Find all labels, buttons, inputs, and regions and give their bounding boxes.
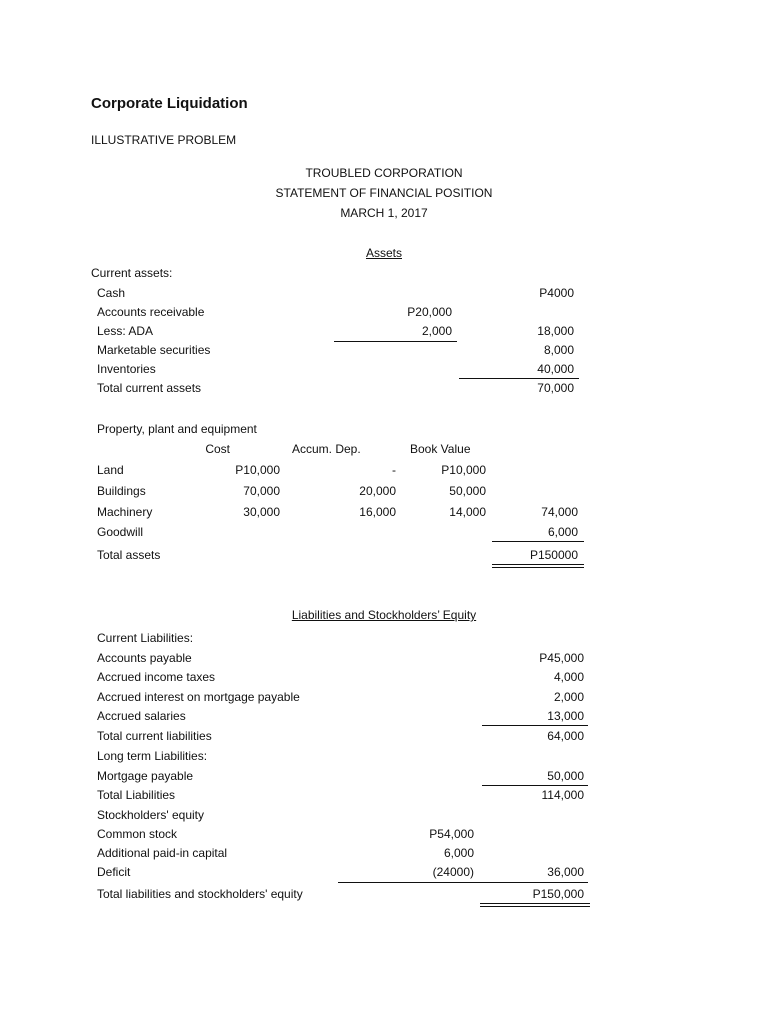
current-assets-label: Current assets: xyxy=(91,266,173,280)
total-assets-amount: P150000 xyxy=(529,548,578,562)
ada-label: Less: ADA xyxy=(97,324,154,338)
section-subtitle: ILLUSTRATIVE PROBLEM xyxy=(91,133,237,147)
ppe-header-accum: Accum. Dep. xyxy=(292,442,361,456)
ppe-row-book: P10,000 xyxy=(441,463,486,477)
ppe-row-book: 50,000 xyxy=(449,484,486,498)
liability-row-label: Accounts payable xyxy=(97,651,192,665)
grand-total-double-rule xyxy=(480,903,590,907)
grand-total-label: Total liabilities and stockholders' equity xyxy=(97,887,303,901)
total-current-liabilities-amount: 64,000 xyxy=(547,729,584,743)
ppe-header-book: Book Value xyxy=(410,442,471,456)
current-liabilities-rule xyxy=(482,725,588,726)
liabilities-rule xyxy=(482,785,588,786)
ppe-header-cost: Cost xyxy=(205,442,230,456)
ada-net: 18,000 xyxy=(537,324,574,338)
apic-amount: 6,000 xyxy=(443,846,474,860)
assets-heading: Assets xyxy=(365,246,402,260)
equity-label: Stockholders' equity xyxy=(97,808,205,822)
inventories-amount: 40,000 xyxy=(537,362,574,376)
inventories-label: Inventories xyxy=(97,362,156,376)
deficit-label: Deficit xyxy=(97,865,131,879)
liability-row-amount: 13,000 xyxy=(547,709,584,723)
current-assets-rule xyxy=(459,378,579,379)
liability-row-amount: 2,000 xyxy=(553,690,584,704)
page-title: Corporate Liquidation xyxy=(91,95,248,112)
mortgage-amount: 50,000 xyxy=(547,769,584,783)
ppe-row-cost: 30,000 xyxy=(243,505,280,519)
securities-amount: 8,000 xyxy=(543,343,574,357)
ppe-row-cost: 70,000 xyxy=(243,484,280,498)
liability-row-label: Accrued income taxes xyxy=(97,670,216,684)
total-assets-label: Total assets xyxy=(97,548,161,562)
goodwill-amount: 6,000 xyxy=(547,525,578,539)
total-current-liabilities-label: Total current liabilities xyxy=(97,729,212,743)
deficit-amount: (24000) xyxy=(432,865,474,879)
equity-total-amount: 36,000 xyxy=(547,865,584,879)
ppe-row-label: Land xyxy=(97,463,124,477)
ppe-row-accum: - xyxy=(392,463,396,477)
ar-rule xyxy=(334,341,457,342)
total-current-assets-amount: 70,000 xyxy=(537,381,574,395)
statement-title: STATEMENT OF FINANCIAL POSITION xyxy=(275,186,493,200)
ar-gross: P20,000 xyxy=(407,305,452,319)
current-liabilities-label: Current Liabilities: xyxy=(97,631,194,645)
ar-label: Accounts receivable xyxy=(97,305,205,319)
total-liabilities-label: Total Liabilities xyxy=(97,788,176,802)
goodwill-label: Goodwill xyxy=(97,525,144,539)
ppe-row-accum: 16,000 xyxy=(359,505,396,519)
ppe-row-cost: P10,000 xyxy=(235,463,280,477)
mortgage-label: Mortgage payable xyxy=(97,769,194,783)
total-assets-double-rule xyxy=(492,564,584,568)
cash-amount: P4000 xyxy=(539,286,574,300)
statement-date: MARCH 1, 2017 xyxy=(340,206,428,220)
cash-label: Cash xyxy=(97,286,126,300)
liability-row-label: Accrued interest on mortgage payable xyxy=(97,690,300,704)
ppe-label: Property, plant and equipment xyxy=(97,422,257,436)
ppe-row-book: 14,000 xyxy=(449,505,486,519)
company-name: TROUBLED CORPORATION xyxy=(305,166,463,180)
common-stock-amount: P54,000 xyxy=(429,827,474,841)
ppe-row-accum: 20,000 xyxy=(359,484,396,498)
ppe-row-label: Buildings xyxy=(97,484,146,498)
total-current-assets-label: Total current assets xyxy=(97,381,202,395)
ada-deduct: 2,000 xyxy=(421,324,452,338)
apic-label: Additional paid-in capital xyxy=(97,846,228,860)
liability-row-amount: 4,000 xyxy=(553,670,584,684)
total-assets-rule xyxy=(492,541,584,542)
grand-total-amount: P150,000 xyxy=(532,887,584,901)
long-term-label: Long term Liabilities: xyxy=(97,749,208,763)
ppe-total: 74,000 xyxy=(541,505,578,519)
liability-row-label: Accrued salaries xyxy=(97,709,186,723)
liability-row-amount: P45,000 xyxy=(539,651,584,665)
total-liabilities-amount: 114,000 xyxy=(541,788,584,802)
common-stock-label: Common stock xyxy=(97,827,178,841)
ppe-row-label: Machinery xyxy=(97,505,153,519)
liabilities-heading: Liabilities and Stockholders’ Equity xyxy=(291,608,477,622)
securities-label: Marketable securities xyxy=(97,343,211,357)
equity-rule xyxy=(338,882,588,883)
